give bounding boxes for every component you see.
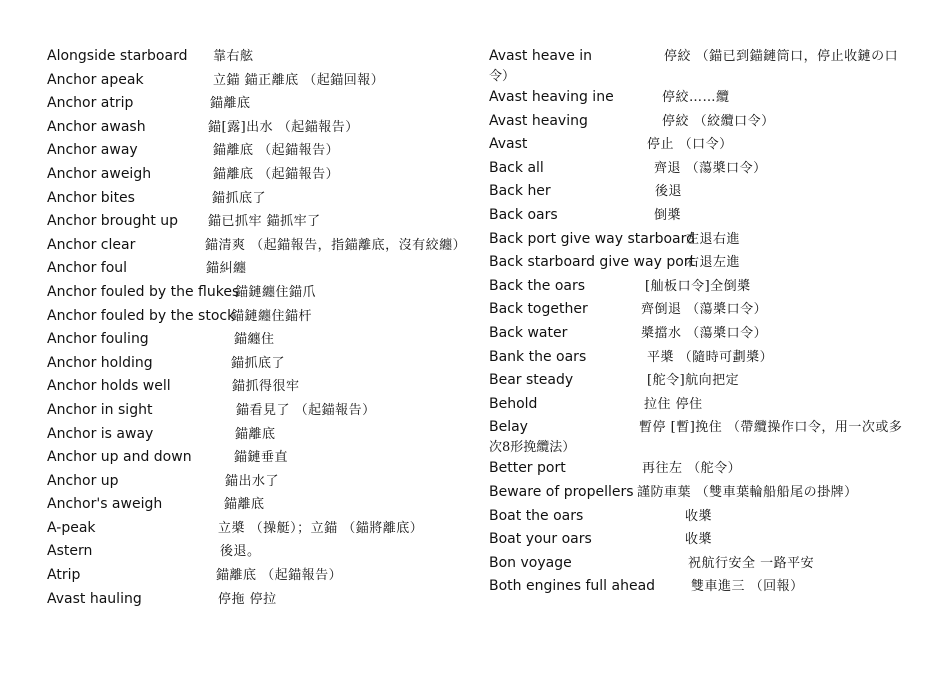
chinese-translation: 祝航行安全 一路平安: [688, 555, 815, 571]
english-term: Bear steady: [489, 372, 574, 389]
english-term: Behold: [489, 395, 538, 412]
chinese-translation-continued: 次8形挽纜法）: [489, 440, 576, 456]
english-term: Anchor awash: [47, 118, 146, 135]
glossary-entry: [47, 493, 472, 517]
english-term: Anchor up and down: [47, 449, 192, 466]
english-term: Anchor is away: [47, 425, 154, 442]
glossary-entry: [489, 110, 914, 134]
english-term: Anchor fouled by the flukes: [47, 283, 240, 300]
glossary-entry: [47, 234, 472, 258]
chinese-translation: 拉住 停住: [644, 396, 703, 412]
english-term: Both engines full ahead: [489, 578, 656, 595]
glossary-entry: [489, 86, 914, 110]
chinese-translation: 收槳: [685, 532, 713, 548]
glossary-entry: [489, 133, 914, 157]
left-column: [47, 45, 472, 611]
chinese-translation: 槳擋水 （蕩槳口令）: [641, 325, 768, 341]
english-term: Anchor atrip: [47, 95, 134, 112]
chinese-translation: 左退右進: [686, 231, 741, 247]
glossary-entry: [47, 210, 472, 234]
chinese-translation: 齊倒退 （蕩槳口令）: [641, 302, 768, 318]
english-term: Boat the oars: [489, 507, 584, 524]
english-term: Anchor clear: [47, 236, 136, 253]
chinese-translation: 錨離底 （起錨報告）: [213, 143, 340, 159]
glossary-entry: [489, 45, 914, 86]
glossary-entry: [47, 470, 472, 494]
glossary-entry: [47, 328, 472, 352]
chinese-translation: 錨抓底了: [231, 355, 286, 371]
chinese-translation: 後退。: [220, 544, 261, 560]
chinese-translation: 倒槳: [654, 207, 682, 223]
english-term: Better port: [489, 460, 566, 477]
english-term: Beware of propellers: [489, 483, 634, 500]
chinese-translation: 靠右舷: [213, 49, 254, 64]
chinese-translation: 雙車進三 （回報）: [691, 579, 804, 595]
chinese-translation: 停拖 停拉: [218, 591, 277, 607]
glossary-entry: [47, 281, 472, 305]
glossary-entry: [489, 275, 914, 299]
glossary-entry: [47, 187, 472, 211]
english-term: Bon voyage: [489, 554, 572, 571]
glossary-entry: [47, 352, 472, 376]
glossary-entry: [489, 204, 914, 228]
glossary-entry: [47, 163, 472, 187]
english-term: Anchor bites: [47, 189, 135, 206]
chinese-translation: 錨糾纏: [206, 261, 247, 277]
chinese-translation: 錨抓得很牢: [232, 379, 300, 395]
glossary-entry: [47, 375, 472, 399]
glossary-entry: [47, 517, 472, 541]
glossary-entry: [47, 399, 472, 423]
chinese-translation: 錨抓底了: [212, 190, 267, 206]
english-term: Belay: [489, 419, 528, 436]
chinese-translation: 立錨 錨正離底 （起錨回報）: [213, 72, 385, 88]
english-term: Atrip: [47, 567, 81, 584]
english-term: Avast: [489, 136, 528, 153]
english-term: Anchor holds well: [47, 378, 171, 395]
glossary-entry: [489, 298, 914, 322]
glossary-entry: [47, 257, 472, 281]
glossary-entry: [489, 393, 914, 417]
chinese-translation: 錨離底: [224, 497, 265, 513]
glossary-entry: [489, 416, 914, 457]
chinese-translation: 錨出水了: [225, 473, 280, 489]
glossary-entry: [47, 139, 472, 163]
chinese-translation: 錨離底: [210, 96, 251, 112]
english-term: Alongside starboard: [47, 48, 188, 64]
english-term: Boat your oars: [489, 531, 592, 548]
glossary-entry: [489, 322, 914, 346]
chinese-translation: 錨鏈垂直: [234, 450, 289, 466]
glossary-entry: [489, 157, 914, 181]
glossary-entry: [47, 116, 472, 140]
glossary-entry: [47, 446, 472, 470]
chinese-translation: 停絞 （絞纜口令）: [662, 113, 775, 129]
chinese-translation: 錨離底: [235, 426, 276, 442]
chinese-translation: 錨看見了 （起錨報告）: [236, 402, 376, 418]
english-term: Anchor brought up: [47, 213, 179, 230]
english-term: Back port give way starboard: [489, 230, 696, 247]
english-term: Anchor aweigh: [47, 165, 152, 182]
english-term: Anchor's aweigh: [47, 496, 163, 513]
chinese-translation: 立槳 （操艇）；立錨 （錨將離底）: [218, 520, 424, 536]
chinese-translation: 錨鏈纏住錨爪: [235, 284, 317, 300]
english-term: Anchor up: [47, 472, 119, 489]
chinese-translation: 收槳: [685, 508, 713, 524]
english-term: Back the oars: [489, 277, 586, 294]
glossary-entry: [489, 369, 914, 393]
english-term: Avast hauling: [47, 590, 142, 607]
glossary-entry: [489, 346, 914, 370]
english-term: Back water: [489, 324, 568, 341]
glossary-entry: [47, 564, 472, 588]
english-term: Back all: [489, 159, 544, 176]
glossary-entry: [47, 305, 472, 329]
english-term: A-peak: [47, 519, 96, 536]
chinese-translation: 暫停 [暫]挽住 （帶纜操作口令，用一次或多: [639, 420, 903, 436]
chinese-translation: 齊退 （蕩槳口令）: [654, 160, 767, 176]
chinese-translation: 錨[露]出水 （起錨報告）: [208, 119, 359, 135]
chinese-translation: 謹防車葉 （雙車葉輪船船尾の掛牌）: [637, 484, 858, 500]
english-term: Anchor holding: [47, 354, 153, 371]
english-term: Back together: [489, 301, 588, 318]
english-term: Anchor in sight: [47, 401, 153, 418]
chinese-translation: 錨離底 （起錨報告）: [213, 166, 340, 182]
english-term: Back oars: [489, 206, 558, 223]
chinese-translation: 錨已抓牢 錨抓牢了: [208, 214, 321, 230]
chinese-translation: 平槳 （隨時可劃槳）: [647, 349, 774, 365]
english-term: Avast heave in: [489, 48, 593, 64]
glossary-entry: [47, 423, 472, 447]
glossary-entry: [489, 228, 914, 252]
english-term: Astern: [47, 543, 93, 560]
chinese-translation: 錨清爽 （起錨報告，指錨離底，沒有絞纏）: [205, 237, 467, 253]
chinese-translation: [舢板口令]全倒槳: [645, 278, 751, 294]
glossary-entry: [47, 540, 472, 564]
english-term: Anchor apeak: [47, 71, 144, 88]
english-term: Back her: [489, 183, 551, 200]
english-term: Anchor fouling: [47, 331, 149, 348]
english-term: Anchor away: [47, 142, 138, 159]
glossary-entry: [47, 45, 472, 69]
chinese-translation-continued: 令）: [489, 69, 516, 84]
chinese-translation: 停絞……纜: [662, 90, 730, 105]
glossary-entry: [47, 92, 472, 116]
glossary-entry: [47, 69, 472, 93]
chinese-translation: 再往左 （舵令）: [642, 461, 742, 477]
chinese-translation: 錨鏈纏住錨杆: [231, 308, 313, 324]
right-column: [489, 45, 914, 599]
english-term: Bank the oars: [489, 348, 587, 365]
glossary-entry: [489, 251, 914, 275]
english-term: Anchor fouled by the stock: [47, 307, 236, 324]
glossary-entry: [489, 528, 914, 552]
glossary-entry: [489, 481, 914, 505]
glossary-entry: [489, 457, 914, 481]
glossary-entry: [47, 588, 472, 612]
chinese-translation: 停絞 （錨已到錨鏈筒口，停止收鏈の口: [664, 49, 899, 64]
chinese-translation: 錨纏住: [234, 332, 275, 348]
glossary-entry: [489, 180, 914, 204]
english-term: Anchor foul: [47, 260, 128, 277]
chinese-translation: 停止 （口令）: [647, 137, 733, 153]
chinese-translation: 後退: [655, 184, 683, 200]
glossary-entry: [489, 552, 914, 576]
chinese-translation: 右退左進: [686, 255, 741, 271]
chinese-translation: [舵令]航向把定: [647, 373, 740, 389]
english-term: Back starboard give way port: [489, 254, 696, 271]
english-term: Avast heaving: [489, 112, 588, 129]
glossary-entry: [489, 575, 914, 599]
english-term: Avast heaving ine: [489, 89, 614, 105]
chinese-translation: 錨離底 （起錨報告）: [216, 568, 343, 584]
glossary-entry: [489, 505, 914, 529]
